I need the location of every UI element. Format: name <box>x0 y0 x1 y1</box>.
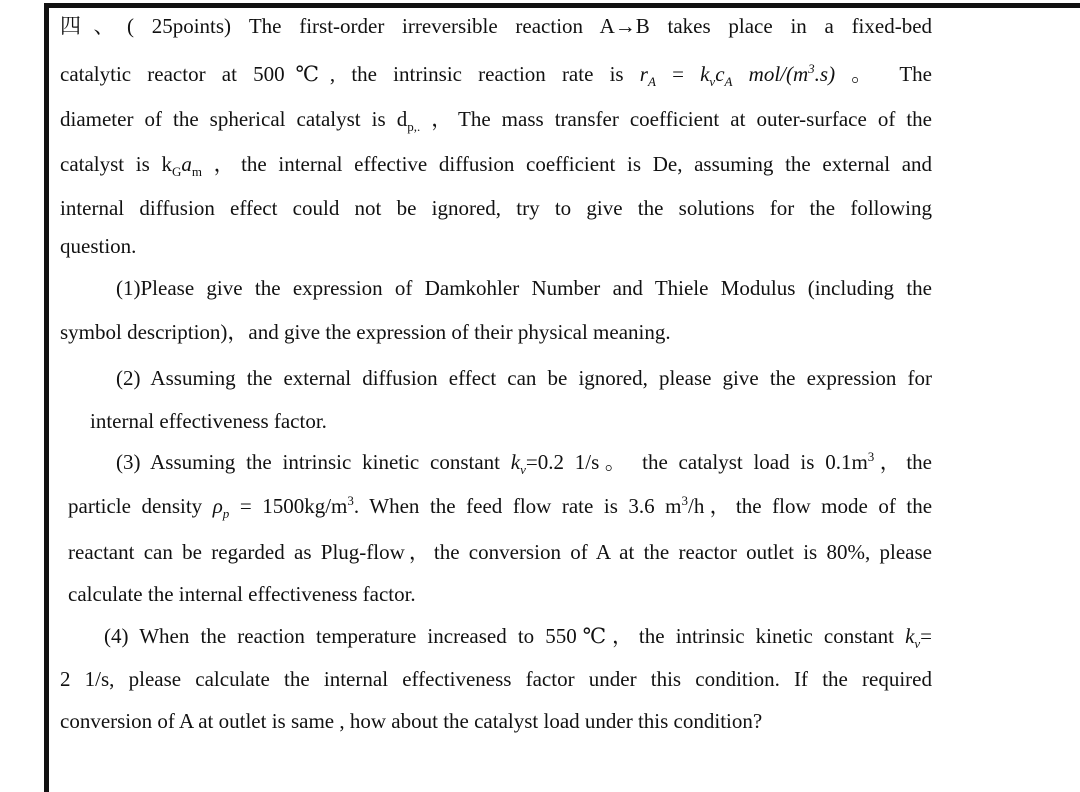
q4-k: k <box>905 624 915 648</box>
rate-eq: = <box>655 62 701 86</box>
q4-text-1a: (4) When the reaction temperature increased to 550℃，the intrinsic kinetic constant <box>104 624 894 648</box>
q3-text-1a: (3) Assuming the intrinsic kinetic constant <box>116 450 501 474</box>
q3-k: k <box>510 450 521 474</box>
kga-sub-m: m <box>191 164 202 180</box>
rate-units-sup: 3 <box>808 61 815 76</box>
diameter-sub: p,. <box>407 119 421 135</box>
q3-rho: ρ <box>212 494 223 518</box>
points-label: ( 25points) <box>126 14 232 38</box>
q3-line-4: calculate the internal effectiveness factor. <box>68 582 416 606</box>
intro-text-4a <box>60 152 202 180</box>
rate-k-sub: v <box>709 74 716 90</box>
rate-units-end: .s) <box>814 62 836 86</box>
q3-text-2c: . When the feed flow rate is 3.6 m <box>353 494 682 518</box>
q3-line-1 <box>116 449 932 478</box>
diameter-text: diameter of the spherical catalyst is d <box>60 107 408 131</box>
q4-text-1b: = <box>920 624 933 648</box>
q4-line-1 <box>104 624 933 652</box>
intro-text-2b: 。 The <box>851 62 932 86</box>
q4-kv <box>905 624 933 652</box>
rate-lhs-sub: A <box>647 74 656 90</box>
rate-c: c <box>715 62 725 86</box>
intro-line-5: internal diffusion effect could not be ignored, try to give the solutions for the following <box>60 196 932 220</box>
q3-line-2 <box>68 493 933 522</box>
intro-line-2 <box>60 61 932 90</box>
intro-line-3 <box>60 107 932 135</box>
q4-line-3: conversion of A at outlet is same , how about the catalyst load under this condition? <box>60 709 763 733</box>
intro-text-4b: ，the internal effective diffusion coefficient is De, assuming the external and <box>213 152 933 176</box>
intro-line-6: question. <box>60 234 137 258</box>
kga-sub-g: G <box>171 164 182 180</box>
q3-k-sub: v <box>520 462 526 478</box>
frame-top-border <box>44 3 1080 8</box>
q2-line-2: internal effectiveness factor. <box>90 409 327 433</box>
q3-text-2d: /h，the flow mode of the <box>688 494 933 518</box>
q3-line-3: reactant can be regarded as Plug-flow，the conversion of A at the reactor outlet is 80%, please <box>68 540 932 564</box>
intro-text-3a <box>60 107 421 135</box>
q3-density <box>212 493 933 522</box>
intro-line-1 <box>60 14 932 38</box>
rate-lhs: r <box>639 62 648 86</box>
q1-line-2: symbol description)，and give the expression of their physical meaning. <box>60 320 671 344</box>
kga-a: a <box>181 152 192 176</box>
section-prefix: 四、 <box>60 14 127 38</box>
q1-line-1: (1)Please give the expression of Damkohler Number and Thiele Modulus (including the <box>116 276 932 300</box>
q3-text-1c: ，the <box>874 450 932 474</box>
q3-sup-3: 3 <box>681 493 689 508</box>
q2-line-1: (2) Assuming the external diffusion effect can be ignored, please give the expression for <box>116 366 932 390</box>
rate-expression <box>639 61 836 90</box>
kga-prefix: catalyst is k <box>60 152 172 176</box>
intro-text-3b: ，The mass transfer coefficient at outer-surface of the <box>431 107 932 131</box>
q4-line-2: 2 1/s, please calculate the internal effectiveness factor under this condition. If the required <box>60 667 932 691</box>
intro-text-1: The first-order irreversible reaction A→B takes place in a fixed-bed <box>248 14 933 38</box>
q3-text-2b: = 1500kg/m <box>229 494 348 518</box>
q4-k-sub: v <box>914 636 921 652</box>
q3-sup-2: 3 <box>347 493 354 508</box>
rate-c-sub: A <box>724 74 733 90</box>
q3-kv <box>510 449 932 478</box>
rate-k: k <box>700 62 710 86</box>
frame-left-border <box>44 3 49 792</box>
rate-units: mol/(m <box>732 62 809 86</box>
q3-text-2a: particle density <box>68 494 203 518</box>
q3-sup-1: 3 <box>867 449 875 464</box>
q3-rho-sub: p <box>222 506 230 522</box>
q3-text-1b: =0.2 1/s。 the catalyst load is 0.1m <box>525 450 868 474</box>
intro-line-4 <box>60 152 933 180</box>
intro-text-2a: catalytic reactor at 500℃, the intrinsic reaction rate is <box>60 62 624 86</box>
